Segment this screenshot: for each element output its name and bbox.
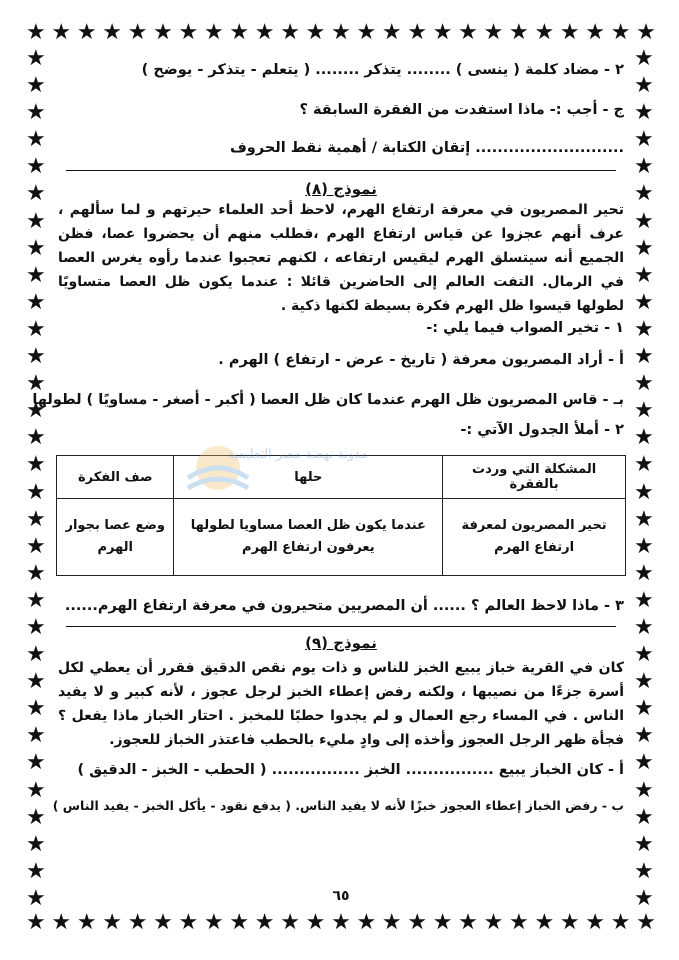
star-icon: ★ (26, 910, 46, 935)
star-icon: ★ (127, 910, 148, 935)
star-icon: ★ (331, 910, 351, 935)
model8-q1-title: ١ - تخير الصواب فيما يلي :- (426, 320, 624, 336)
star-icon: ★ (305, 910, 326, 935)
star-icon: ★ (634, 642, 654, 668)
star-icon: ★ (254, 20, 275, 45)
star-icon: ★ (280, 20, 300, 45)
star-icon: ★ (634, 533, 654, 559)
star-icon: ★ (585, 910, 606, 935)
star-icon: ★ (559, 910, 580, 935)
star-icon: ★ (76, 20, 97, 45)
star-icon: ★ (634, 777, 654, 803)
star-icon: ★ (26, 696, 46, 722)
star-icon: ★ (634, 858, 654, 884)
star-icon: ★ (26, 208, 46, 234)
star-icon: ★ (356, 20, 377, 45)
star-icon: ★ (458, 20, 478, 45)
star-icon: ★ (381, 20, 402, 45)
star-icon: ★ (483, 910, 504, 935)
star-icon: ★ (634, 696, 654, 722)
star-icon: ★ (26, 858, 46, 884)
star-icon: ★ (26, 398, 46, 424)
star-icon: ★ (178, 20, 199, 45)
star-icon: ★ (634, 560, 654, 586)
star-icon: ★ (634, 831, 654, 857)
watermark-text: مدونة نهضة مصر التعليمية (227, 447, 368, 462)
star-icon: ★ (26, 479, 46, 505)
star-icon: ★ (26, 154, 46, 180)
star-icon: ★ (432, 910, 453, 935)
section-divider (66, 170, 616, 171)
star-icon: ★ (127, 20, 148, 45)
star-icon: ★ (634, 181, 654, 207)
star-icon: ★ (102, 910, 122, 935)
star-icon: ★ (634, 262, 654, 288)
model9-q-a: أ - كان الخباز يبيع ................ الخبز ................ ( الحطب - الخبز - الدقيق ) (77, 762, 624, 778)
star-icon: ★ (26, 533, 46, 559)
star-icon: ★ (26, 831, 46, 857)
model9-q-b: ب - رفض الخباز إعطاء العجوز خبزًا لأنه لا يفيد الناس. ( يدفع نقود - يأكل الخبز - يفيد الناس ) (52, 798, 624, 813)
section-divider (66, 626, 616, 627)
star-icon: ★ (381, 910, 402, 935)
star-icon: ★ (305, 20, 326, 45)
star-icon: ★ (26, 885, 46, 911)
jeem-question: ج - أجب :- ماذا استفدت من الفقرة السابقة ؟ (299, 102, 624, 118)
table-header-row (57, 456, 626, 499)
star-icon: ★ (26, 344, 46, 370)
star-icon: ★ (634, 587, 654, 613)
star-icon: ★ (26, 723, 46, 749)
star-icon: ★ (559, 20, 580, 45)
star-icon: ★ (458, 910, 478, 935)
star-icon: ★ (634, 452, 654, 478)
star-border-bottom (26, 912, 656, 934)
star-icon: ★ (432, 20, 453, 45)
star-icon: ★ (634, 371, 654, 397)
star-icon: ★ (483, 20, 504, 45)
star-icon: ★ (634, 885, 654, 911)
star-icon: ★ (634, 154, 654, 180)
star-icon: ★ (634, 289, 654, 315)
star-icon: ★ (254, 910, 275, 935)
model9-paragraph: كان في القرية خباز يبيع الخبز للناس و ذات يوم نقص الدقيق فقرر أن يعطي لكل أسرة جزءًا من نصيبها ، ولكنه رفض إعطاء الخبز لرجل عجوز ، لأنه كبير و لا يفيد الناس . في المساء رجع العمال و لم يجدوا حطبًا للمخبز . احتار الخباز ماذا يفعل ؟ فجأة ظهر الرجل العجوز وأخذه إلى وادٍ مليء بالحطب فاعتذر الخباز للعجوز. (58, 660, 624, 748)
star-icon: ★ (610, 910, 631, 935)
star-icon: ★ (509, 20, 529, 45)
star-icon: ★ (26, 371, 46, 397)
table-cell: عندما يكون ظل العصا مساويا لطولها يعرفون ارتفاع الهرم (174, 499, 443, 576)
table-row (57, 499, 626, 576)
star-icon: ★ (26, 750, 46, 776)
star-icon: ★ (634, 398, 654, 424)
model8-q1-a: أ - أراد المصريون معرفة ( تاريخ - عرض - ارتفاع ) الهرم . (218, 352, 624, 368)
star-icon: ★ (585, 20, 606, 45)
table-cell: وضع عصا بجوار الهرم (57, 499, 174, 576)
page-number: ٦٥ (332, 888, 350, 904)
table-header: صف الفكرة (57, 456, 174, 499)
star-border-top (26, 22, 656, 44)
star-icon: ★ (407, 20, 428, 45)
table-cell: تحير المصريون لمعرفة ارتفاع الهرم (443, 499, 626, 576)
star-icon: ★ (509, 910, 529, 935)
star-icon: ★ (203, 910, 224, 935)
star-icon: ★ (610, 20, 631, 45)
star-icon: ★ (636, 20, 656, 45)
star-icon: ★ (26, 73, 46, 99)
model8-title: نموذج (٨) (305, 180, 377, 198)
star-icon: ★ (26, 181, 46, 207)
star-icon: ★ (26, 804, 46, 830)
star-icon: ★ (407, 910, 428, 935)
star-icon: ★ (26, 127, 46, 153)
star-icon: ★ (203, 20, 224, 45)
star-icon: ★ (26, 316, 46, 342)
model8-paragraph: تحير المصريون في معرفة ارتفاع الهرم، لاحظ أحد العلماء حيرتهم و لما سألهم ، عرف أنهم عجزوا عن قياس ارتفاع الهرم ،فطلب منهم أن يحضروا عصا، فظن الجميع أنه سيتسلق الهرم ليقيس ارتفاعه ، لكنهم تعجبوا عندما رأوه يغرس العصا في الرمال. التفت العالم إلى الحاضرين قائلا : عندما يكون ظل العصا متساويًا لطولها قيسوا ظل الهرم فكرة بسيطة لكنها ذكية . (58, 202, 624, 314)
model9-title: نموذج (٩) (305, 634, 377, 652)
model8-q1-b: بـ - قاس المصريون ظل الهرم عندما كان ظل العصا ( أكبر - أصغر - مساويًا ) لطولها (32, 392, 624, 408)
star-icon: ★ (634, 614, 654, 640)
model8-q2-title: ٢ - أملأ الجدول الآتي :- (460, 422, 624, 438)
jeem-answer: ........................... إتقان الكتابة / أهمية نقط الحروف (229, 140, 624, 156)
star-icon: ★ (331, 20, 351, 45)
star-icon: ★ (26, 642, 46, 668)
star-icon: ★ (26, 20, 46, 45)
star-icon: ★ (26, 587, 46, 613)
star-icon: ★ (26, 46, 46, 71)
star-icon: ★ (634, 479, 654, 505)
star-border-right (634, 48, 654, 910)
star-icon: ★ (634, 316, 654, 342)
table-header: حلها (174, 456, 443, 499)
star-icon: ★ (229, 20, 250, 45)
star-icon: ★ (153, 910, 173, 935)
star-icon: ★ (26, 560, 46, 586)
star-icon: ★ (634, 344, 654, 370)
model8-table (56, 455, 626, 576)
star-icon: ★ (634, 669, 654, 695)
star-icon: ★ (26, 425, 46, 451)
star-icon: ★ (634, 46, 654, 71)
star-icon: ★ (634, 723, 654, 749)
star-icon: ★ (634, 127, 654, 153)
star-icon: ★ (102, 20, 122, 45)
star-icon: ★ (634, 750, 654, 776)
star-icon: ★ (26, 235, 46, 261)
antonym-question: ٢ - مضاد كلمة ( ينسى ) ........ يتذكر ........ ( يتعلم - يتذكر - يوضح ) (141, 62, 624, 78)
star-icon: ★ (634, 425, 654, 451)
star-icon: ★ (634, 235, 654, 261)
star-icon: ★ (356, 910, 377, 935)
star-icon: ★ (178, 910, 199, 935)
worksheet-page (32, 52, 624, 904)
table-header: المشكلة التي وردت بالفقرة (443, 456, 626, 499)
star-icon: ★ (26, 262, 46, 288)
model8-q3: ٣ - ماذا لاحظ العالم ؟ ...... أن المصريين متحيرون في معرفة ارتفاع الهرم...... (64, 598, 624, 614)
star-icon: ★ (26, 100, 46, 126)
star-icon: ★ (280, 910, 300, 935)
star-icon: ★ (51, 20, 72, 45)
star-icon: ★ (26, 452, 46, 478)
star-icon: ★ (534, 910, 555, 935)
star-icon: ★ (636, 910, 656, 935)
star-icon: ★ (634, 208, 654, 234)
star-icon: ★ (634, 506, 654, 532)
star-icon: ★ (534, 20, 555, 45)
star-icon: ★ (634, 100, 654, 126)
star-icon: ★ (26, 614, 46, 640)
star-icon: ★ (51, 910, 72, 935)
star-icon: ★ (634, 73, 654, 99)
star-icon: ★ (153, 20, 173, 45)
star-icon: ★ (634, 804, 654, 830)
star-icon: ★ (26, 669, 46, 695)
star-icon: ★ (26, 777, 46, 803)
star-icon: ★ (76, 910, 97, 935)
star-icon: ★ (26, 506, 46, 532)
star-icon: ★ (229, 910, 250, 935)
star-border-left (26, 48, 46, 910)
star-icon: ★ (26, 289, 46, 315)
